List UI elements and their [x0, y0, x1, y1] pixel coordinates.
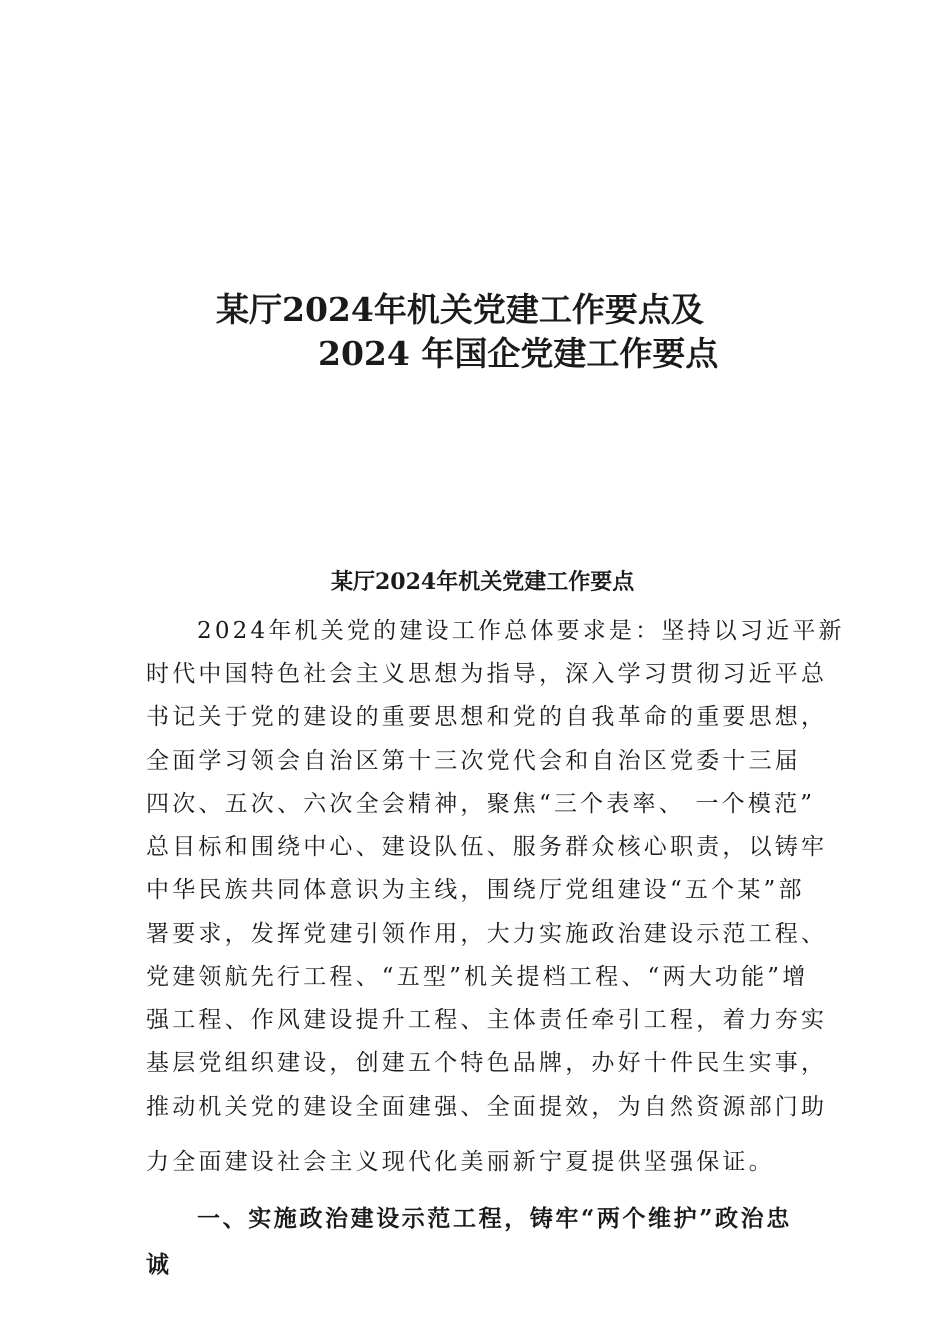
paragraph-line: 四次、五次、六次全会精神，聚焦“三个表率、 一个模范” — [146, 791, 816, 817]
paragraph-line: 总目标和围绕中心、建设队伍、服务群众核心职责，以铸牢 — [146, 834, 828, 860]
paragraph-line: 署要求，发挥党建引领作用，大力实施政治建设示范工程、 — [146, 921, 828, 947]
section-heading-1-continued: 诚 — [146, 1251, 169, 1278]
paragraph-line: 基层党组织建设，创建五个特色品牌，办好十件民生实事， — [146, 1050, 828, 1076]
document-title-line-2: 2024 年国企党建工作要点 — [318, 334, 719, 373]
paragraph-line: 全面学习领会自治区第十三次党代会和自治区党委十三届 — [146, 748, 801, 774]
paragraph-line: 力全面建设社会主义现代化美丽新宁夏提供坚强保证。 — [146, 1149, 775, 1175]
paragraph-line: 党建领航先行工程、“五型”机关提档工程、“两大功能”增 — [146, 964, 809, 990]
paragraph-line: 时代中国特色社会主义思想为指导，深入学习贯彻习近平总 — [146, 661, 828, 687]
paragraph-line: 推动机关党的建设全面建强、全面提效，为自然资源部门助 — [146, 1094, 828, 1120]
paragraph-line: 2024年机关党的建设工作总体要求是：坚持以习近平新 — [197, 618, 845, 644]
paragraph-line: 中华民族共同体意识为主线，围绕厅党组建设“五个某”部 — [146, 877, 805, 903]
document-title-line-1: 某厅2024年机关党建工作要点及 — [216, 290, 704, 329]
paragraph-line: 书记关于党的建设的重要思想和党的自我革命的重要思想， — [146, 704, 828, 730]
section-title: 某厅2024年机关党建工作要点 — [331, 569, 635, 595]
section-heading-1: 一、实施政治建设示范工程，铸牢“两个维护”政治忠 — [197, 1205, 792, 1232]
paragraph-line: 强工程、作风建设提升工程、主体责任牵引工程，着力夯实 — [146, 1007, 828, 1033]
